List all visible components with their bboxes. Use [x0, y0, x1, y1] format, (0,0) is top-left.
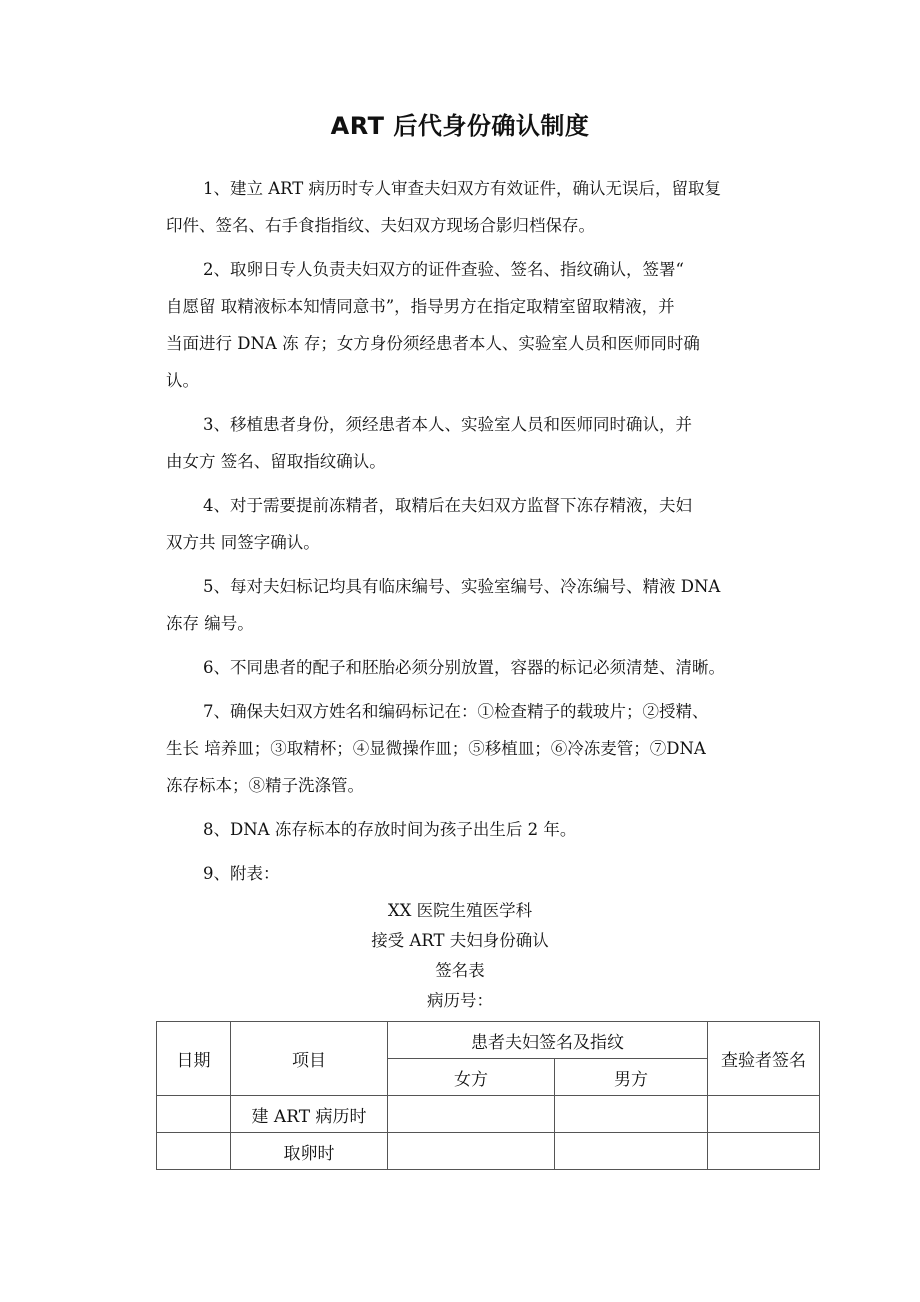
- paragraph-line: 自愿留 取精液标本知情同意书”，指导男方在指定取精室留取精液，并: [166, 297, 675, 316]
- cell-male-signature[interactable]: [555, 1133, 708, 1170]
- cell-female-signature[interactable]: [388, 1133, 555, 1170]
- paragraph-line: 3、移植患者身份，须经患者本人、实验室人员和医师同时确认，并: [203, 415, 692, 434]
- rule-paragraph: [166, 693, 766, 804]
- form-title: 接受 ART 夫妇身份确认: [371, 931, 549, 950]
- paragraph-line: 冻存标本；⑧精子洗涤管。: [166, 776, 364, 795]
- form-subtitle: 签名表: [435, 961, 485, 980]
- cell-date[interactable]: [157, 1096, 231, 1133]
- table-row: [157, 1096, 820, 1133]
- cell-male-signature[interactable]: [555, 1096, 708, 1133]
- header-male: 男方: [555, 1059, 708, 1096]
- rule-paragraph: [166, 406, 766, 480]
- header-patient-signature: 患者夫妇签名及指纹: [388, 1022, 708, 1059]
- cell-female-signature[interactable]: [388, 1096, 555, 1133]
- paragraph-line: 5、每对夫妇标记均具有临床编号、实验室编号、冷冻编号、精液 DNA: [203, 577, 721, 596]
- paragraph-line: 由女方 签名、留取指纹确认。: [166, 452, 386, 471]
- rule-paragraph: [166, 568, 766, 642]
- paragraph-line: 生长 培养皿；③取精杯；④显微操作皿；⑤移植皿；⑥冷冻麦管；⑦DNA: [166, 739, 706, 758]
- rules-list: [166, 170, 766, 899]
- paragraph-line: 印件、签名、右手食指指纹、夫妇双方现场合影归档保存。: [166, 216, 595, 235]
- header-date: 日期: [157, 1022, 231, 1096]
- paragraph-line: 7、确保夫妇双方姓名和编码标记在：①检查精子的载玻片；②授精、: [203, 702, 709, 721]
- record-number-label: 病历号：: [427, 991, 493, 1010]
- rule-paragraph: [166, 487, 766, 561]
- form-department: XX 医院生殖医学科: [387, 901, 533, 920]
- signature-table: [156, 1021, 820, 1170]
- cell-checker-signature[interactable]: [708, 1096, 820, 1133]
- rule-paragraph: [166, 811, 766, 848]
- paragraph-line: 1、建立 ART 病历时专人审查夫妇双方有效证件，确认无误后，留取复: [203, 179, 722, 198]
- cell-date[interactable]: [157, 1133, 231, 1170]
- paragraph-line: 冻存 编号。: [166, 614, 254, 633]
- rule-paragraph: [166, 649, 766, 686]
- paragraph-line: 2、取卵日专人负责夫妇双方的证件查验、签名、指纹确认，签署“: [203, 260, 684, 279]
- header-item: 项目: [231, 1022, 388, 1096]
- paragraph-line: 6、不同患者的配子和胚胎必须分别放置，容器的标记必须清楚、清晰。: [203, 658, 725, 677]
- paragraph-line: 8、DNA 冻存标本的存放时间为孩子出生后 2 年。: [203, 820, 577, 839]
- paragraph-line: 9、附表：: [203, 864, 280, 883]
- paragraph-line: 双方共 同签字确认。: [166, 533, 320, 552]
- table-row: [157, 1133, 820, 1170]
- paragraph-line: 4、对于需要提前冻精者，取精后在夫妇双方监督下冻存精液，夫妇: [203, 496, 692, 515]
- rule-paragraph: [166, 855, 766, 892]
- cell-item: 取卵时: [231, 1133, 388, 1170]
- header-female: 女方: [388, 1059, 555, 1096]
- form-header: [0, 896, 920, 1016]
- paragraph-line: 认。: [166, 371, 199, 390]
- cell-checker-signature[interactable]: [708, 1133, 820, 1170]
- rule-paragraph: [166, 251, 766, 399]
- header-checker: 查验者签名: [708, 1022, 820, 1096]
- document-title: ART 后代身份确认制度: [330, 112, 590, 140]
- cell-item: 建 ART 病历时: [231, 1096, 388, 1133]
- rule-paragraph: [166, 170, 766, 244]
- paragraph-line: 当面进行 DNA 冻 存；女方身份须经患者本人、实验室人员和医师同时确: [166, 334, 700, 353]
